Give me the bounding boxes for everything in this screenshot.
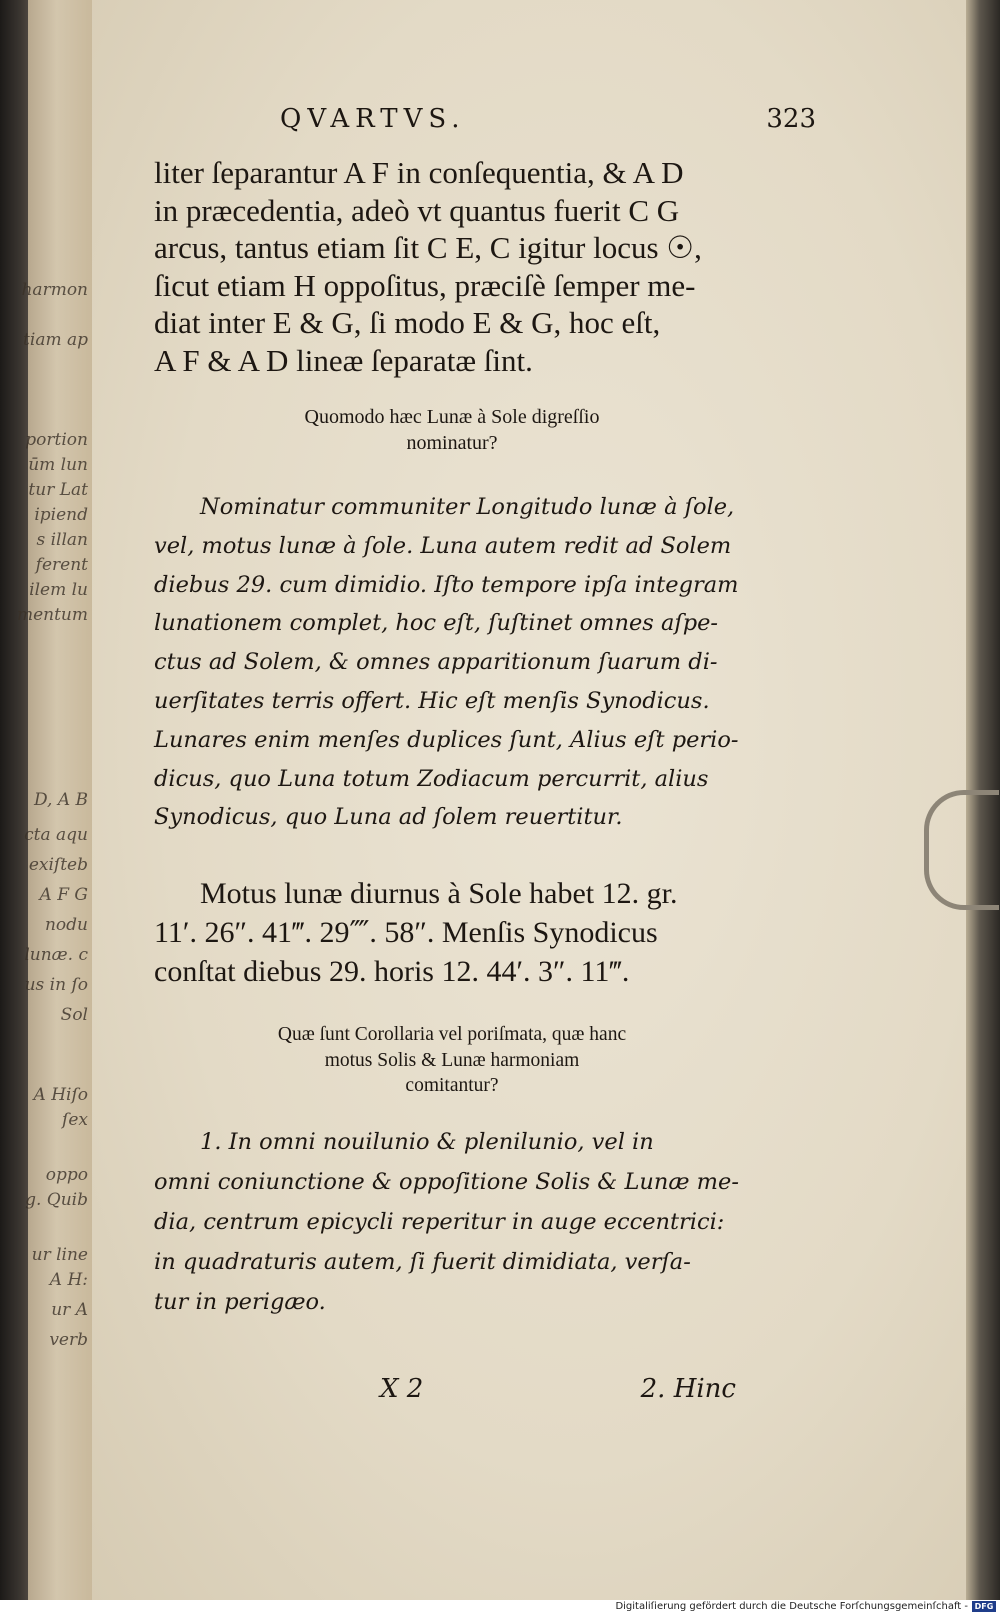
page-footer bbox=[92, 1374, 966, 1414]
text-line: conſtat diebus 29. horis 12. 44′. 3″. 11‴. bbox=[154, 955, 630, 988]
page-header bbox=[92, 104, 966, 144]
previous-page-fragment: A H: bbox=[49, 1270, 88, 1290]
previous-page-fragment: verb bbox=[49, 1330, 88, 1350]
question-line: Quomodo hæc Lunæ à Sole digreſſio bbox=[304, 406, 600, 428]
previous-page-fragment: ur A bbox=[51, 1300, 88, 1320]
page-number: 323 bbox=[766, 104, 816, 134]
page-clip-shadow bbox=[924, 790, 999, 910]
previous-page-fragment: ilem lu bbox=[29, 580, 88, 600]
funding-credit: Digitaliſierung gefördert durch die Deutsche Forſchungsgemeinſchaft - bbox=[615, 1601, 968, 1612]
text-line: uerſitates terris offert. Hic eſt menſis Synodicus. bbox=[154, 687, 710, 714]
text-line: liter ſeparantur A F in conſequentia, & A D bbox=[154, 155, 684, 190]
question-line: motus Solis & Lunæ harmoniam bbox=[324, 1049, 580, 1071]
question-line: nominatur? bbox=[406, 432, 498, 454]
previous-page-fragment: nodu bbox=[44, 915, 88, 935]
text-line: in quadraturis autem, ſi fuerit dimidiata, verſa- bbox=[154, 1249, 691, 1275]
text-line: arcus, tantus etiam ſit C E, C igitur locus ☉, bbox=[154, 230, 702, 265]
previous-page-fragment: ūm lun bbox=[28, 455, 88, 475]
paragraph-1 bbox=[154, 154, 750, 379]
paragraph-2 bbox=[154, 874, 750, 991]
text-line: A F & A D lineæ ſeparatæ ſint. bbox=[154, 342, 533, 378]
previous-page-fragment: mentum bbox=[16, 605, 88, 625]
previous-page-fragment: tiam ap bbox=[23, 330, 88, 350]
question-heading-2 bbox=[154, 1022, 750, 1099]
dfg-logo-icon: DFG bbox=[972, 1601, 996, 1612]
catchword: 2. Hinc bbox=[640, 1374, 736, 1404]
previous-page-fragment: oppo bbox=[45, 1165, 88, 1185]
previous-page-fragment: A F G bbox=[39, 885, 88, 905]
question-line: Quæ ſunt Corollaria vel poriſmata, quæ hanc bbox=[277, 1024, 627, 1045]
previous-page-fragment: s illan bbox=[36, 530, 88, 550]
text-line: omni coniunctione & oppoſitione Solis & Lunæ me- bbox=[154, 1169, 739, 1195]
previous-page-fragment: ur line bbox=[31, 1245, 88, 1265]
previous-page-fragment: ferent bbox=[35, 555, 88, 575]
previous-page-fragment: harmon bbox=[21, 280, 88, 300]
previous-page-fragment: ipiend bbox=[34, 505, 88, 525]
text-line: lunationem complet, hoc eſt, ſuſtinet omnes aſpe- bbox=[154, 610, 719, 637]
answer-2 bbox=[154, 1122, 750, 1322]
previous-page-fragment: A Hiſo bbox=[33, 1085, 88, 1105]
credit-bar bbox=[0, 1600, 1000, 1613]
question-line: comitantur? bbox=[405, 1075, 499, 1096]
previous-page-fragment: ſex bbox=[62, 1110, 88, 1130]
text-line: Nominatur communiter Longitudo lunæ à ſole, bbox=[200, 494, 735, 520]
previous-page-fragment: lunæ. c bbox=[24, 945, 88, 965]
running-head: QVARTVS. bbox=[280, 104, 466, 134]
previous-page-fragment: tur Lat bbox=[28, 480, 88, 500]
text-line: 1. In omni nouilunio & plenilunio, vel in bbox=[200, 1129, 654, 1155]
previous-page-fragment: exiſteb bbox=[28, 855, 88, 875]
text-line: in præcedentia, adeò vt quantus fuerit C G bbox=[154, 192, 680, 228]
text-line: diat inter E & G, ſi modo E & G, hoc eſt, bbox=[154, 305, 661, 340]
previous-page-fragment: cta aqu bbox=[24, 825, 88, 845]
previous-page-edge bbox=[16, 0, 92, 1600]
text-line: Motus lunæ diurnus à Sole habet 12. gr. bbox=[200, 877, 678, 910]
question-heading-1 bbox=[154, 404, 750, 456]
text-line: ſicut etiam H oppoſitus, præciſè ſemper me- bbox=[154, 267, 696, 303]
text-line: dicus, quo Luna totum Zodiacum percurrit, alius bbox=[154, 765, 709, 792]
signature-mark: X 2 bbox=[380, 1374, 424, 1404]
text-line: ctus ad Solem, & omnes apparitionum ſuarum di- bbox=[154, 649, 718, 676]
text-line: 11′. 26″. 41‴. 29⁗. 58″. Menſis Synodicus bbox=[154, 916, 658, 949]
answer-1 bbox=[154, 488, 750, 837]
text-line: Synodicus, quo Luna ad ſolem reuertitur. bbox=[154, 804, 623, 831]
previous-page-fragment: us in ſo bbox=[24, 975, 88, 995]
text-line: vel, motus lunæ à ſole. Luna autem redit ad Solem bbox=[154, 532, 732, 559]
previous-page-fragment: g. Quib bbox=[25, 1190, 88, 1210]
text-line: Lunares enim menſes duplices ſunt, Alius eſt perio- bbox=[154, 726, 739, 753]
text-line: tur in perigæo. bbox=[154, 1289, 326, 1315]
previous-page-fragment: portion bbox=[25, 430, 88, 450]
previous-page-fragment: Sol bbox=[60, 1005, 88, 1025]
previous-page-fragment: D, A B bbox=[33, 790, 88, 810]
text-line: dia, centrum epicycli reperitur in auge eccentrici: bbox=[154, 1209, 725, 1235]
text-line: diebus 29. cum dimidio. Iſto tempore ipſa integram bbox=[154, 571, 739, 598]
